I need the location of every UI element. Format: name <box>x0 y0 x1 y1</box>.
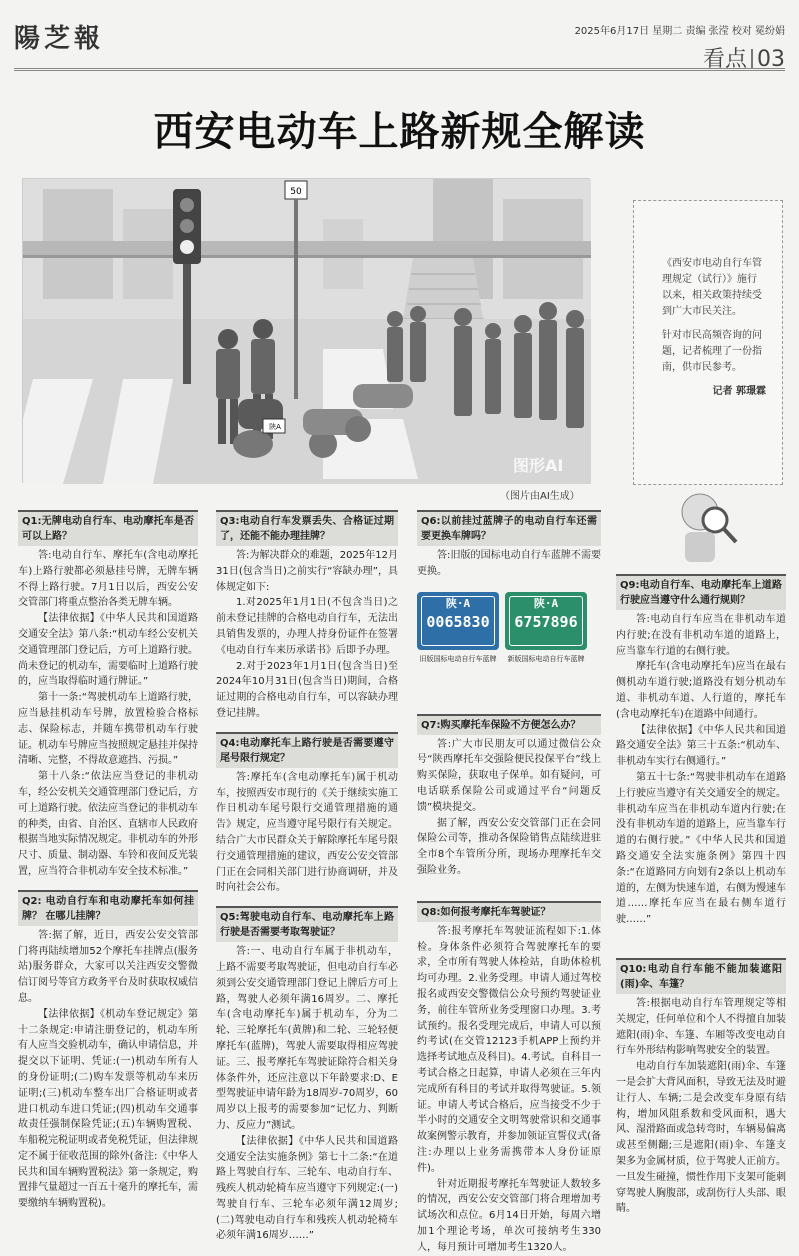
intro-box <box>633 200 783 485</box>
section-divider <box>751 49 753 69</box>
answer-paragraph: 答:为解决群众的难题，2025年12月31日(包含当日)之前实行“容缺办理”，具体规定如下: <box>216 550 398 593</box>
answer-paragraph: 1.对2025年1月1日(不包含当日)之前未登记挂牌的合格电动自行车，无法出具销售发票的，办理人持身份证件在签署《电动自行车来历承诺书》后即予办理。 <box>216 597 398 656</box>
answer-paragraph: 答:广大市民朋友可以通过微信公众号“陕西摩托车交强险便民投保平台”线上购买保险，获取电子保单。如有疑问，可电话联系保险公司或通过平台“问题反馈”模块提交。 <box>417 738 601 813</box>
law-basis-paragraph: 【法律依据】《中华人民共和国道路交通安全法实施条例》第七十二条:“在道路上驾驶自行车、三轮车、电动自行车、残疾人机动轮椅车应当遵守下列规定:(一)驾驶自行车、三轮车必须年满12周岁;(二)驾驶电动自行车和残疾人机动轮椅车必须年满16周岁……” <box>216 1135 398 1242</box>
intro-paragraph: 《西安市电动自行车管理规定（试行）》施行以来，相关政策持续受到广大市民关注。 <box>662 258 762 317</box>
question-heading: Q3:电动自行车发票丢失、合格证过期了，还能不能办理挂牌？ <box>216 510 398 546</box>
plate-captions <box>417 654 601 664</box>
answer-paragraph: 第十八条:“依法应当登记的非机动车，经公安机关交通管理部门登记后，方可上道路行驶。依法应当登记的非机动车的种类，由省、自治区、直辖市人民政府根据当地实际情况规定。非机动车的外形尺寸、质量、制动器、车铃和夜间反光装置，应当符合非机动车安全技术标准。” <box>18 771 198 877</box>
answer-paragraph: 答:电动自行车、摩托车(含电动摩托车)上路行驶都必须悬挂号牌，无牌车辆不得上路行驶。7月1日以后，西安公安交管部门将重点整治各类无牌车辆。 <box>18 550 198 609</box>
new-green-plate: 陕·A 6757896 <box>505 592 587 650</box>
answer-paragraph: 答:据了解，近日，西安公安交管部门将再陆续增加52个摩托车挂牌点(服务站)服务群众，大家可以关注西安交警微信订阅号等官方政务平台及时获取权威信息。 <box>18 929 198 1004</box>
answer-paragraph: 答:根据电动自行车管理规定等相关规定，任何单位和个人不得擅自加装遮阳(雨)伞、车篷、车厢等改变电动自行车外形结构影响驾驶安全的装置。 <box>616 997 786 1057</box>
answer-paragraph: 答:电动自行车应当在非机动车道内行驶;在没有非机动车道的道路上，应当靠车行道的右侧行驶。 <box>616 614 786 657</box>
answer-paragraph: 第十一条:“驾驶机动车上道路行驶，应当悬挂机动车号牌，放置检验合格标志、保险标志，并随车携带机动车行驶证。机动车号牌应当按照规定悬挂并保持清晰、完整，不得故意遮挡、污损。” <box>18 692 198 767</box>
question-heading: Q8:如何报考摩托车驾驶证？ <box>417 901 601 922</box>
section-name: 看点 <box>702 47 747 72</box>
old-plate-caption: 旧版国标电动自行车蓝牌 <box>419 654 497 663</box>
masthead <box>0 0 799 72</box>
page-headline: 西安电动车上路新规全解读 <box>153 109 646 155</box>
article-column-2 <box>216 510 398 1244</box>
law-basis-paragraph: 【法律依据】《机动车登记规定》第十二条规定:申请注册登记的，机动车所有人应当交验机动车，确认申请信息，并提交以下证明、凭证:(一)机动车所有人的身份证明;(二)购车发票等机动车来历证明;(三)机动车整车出厂合格证明或者进口机动车进口凭证;(四)机动车交通事故责任强制保险凭证;(五)车辆购置税、车船税完税证明或者免税凭证，但法律规定不属于征收范围的除外(备注:《中华人民共和国车辆购置税法》第一条规定，购置排气量超过一百五十毫升的摩托车，需要缴纳车辆购置税)。 <box>18 1008 198 1210</box>
answer-paragraph: 答:一、电动自行车属于非机动车，上路不需要考取驾驶证，但电动自行车必须到公安交通管理部门登记上牌后方可上路，驾驶人必须年满16周岁。二、摩托车(含电动摩托车)属于机动车，分为二轮、三轮摩托车(黄牌)和二轮、三轮轻便摩托车(蓝牌)，驾驶人需要取得相应驾驶证。三、报考摩托车驾驶证除符合相关身体条件外，还应注意以下年龄要求:D、E型驾驶证申请年龄为18周岁-70周岁，60周岁以上报考的需要参加“记忆力、判断力、反应力”测试。 <box>216 946 398 1131</box>
article-column-4 <box>616 574 786 1217</box>
image-caption: （图片由AI生成） <box>500 491 580 502</box>
question-heading: Q4:电动摩托车上路行驶是否需要遵守尾号限行规定？ <box>216 732 398 768</box>
scooter-plate: 陕A <box>269 423 281 431</box>
reporter-byline: 记者 郭璟霖 <box>712 386 766 397</box>
article-column-3 <box>417 510 601 1256</box>
speed-limit-sign: 50 <box>290 187 302 197</box>
answer-paragraph: 2.对于2023年1月1日(包含当日)至2024年10月31日(包含当日)期间，合格证过期的合格电动自行车，可以容缺办理登记挂牌。 <box>216 660 398 719</box>
new-plate-caption: 新版国标电动自行车蓝牌 <box>507 654 585 663</box>
answer-paragraph: 针对近期报考摩托车驾驶证人数较多的情况，西安公安交管部门将合理增加考试场次和点位。6月14日开始，每周六增加1个理论考场，单次可接纳考生330人，每月预计可增加考生1320人。 <box>417 1178 601 1253</box>
answer-paragraph: 据了解，西安公安交管部门正在会同保险公司等，推动各保险销售点陆续进驻全市8个车管所分所，现场办理摩托车交强险业务。 <box>417 817 601 876</box>
law-basis-paragraph: 【法律依据】《中华人民共和国道路交通安全法》第三十五条:“机动车、非机动车实行右侧通行。” <box>616 724 786 768</box>
newspaper-logo: 陽芝報 <box>14 24 105 54</box>
article-column-1 <box>18 510 198 1212</box>
question-heading: Q10:电动自行车能不能加装遮阳(雨)伞、车篷？ <box>616 958 786 994</box>
question-heading: Q2: 电动自行车和电动摩托车如何挂牌？ 在哪儿挂牌？ <box>18 890 198 926</box>
question-heading: Q7:购买摩托车保险不方便怎么办？ <box>417 714 601 735</box>
question-heading: Q6:以前挂过蓝牌子的电动自行车还需要更换车牌吗？ <box>417 510 601 546</box>
answer-paragraph: 答:旧版的国标电动自行车蓝牌不需要更换。 <box>417 550 601 577</box>
answer-paragraph: 第五十七条:“驾驶非机动车在道路上行驶应当遵守有关交通安全的规定。非机动车应当在非机动车道内行驶;在没有非机动车道的道路上，应当靠车行道的右侧行驶。”《中华人民共和国道路交通安全法实施条例》第四十四条:“在道路同方向划有2条以上机动车道的，左侧为快速车道，右侧为慢速车道……摩托车应当在最右侧车道行驶……” <box>616 771 786 926</box>
answer-paragraph: 答:摩托车(含电动摩托车)属于机动车，按照西安市现行的《关于继续实施工作日机动车尾号限行交通管理措施的通告》规定，应当遵守尾号限行有关规定。结合广大市民群众关于解除摩托车尾号限行交通管理措施的建议，西安公安交管部门正在会同相关部门进行协商调研，并及时向社会公布。 <box>216 771 398 894</box>
question-heading: Q9:电动自行车、电动摩托车上道路行驶应当遵守什么通行规则？ <box>616 574 786 610</box>
intro-paragraph: 针对市民高频咨询的问题，记者梳理了一份指南，供市民参考。 <box>662 330 762 373</box>
question-heading: Q1:无牌电动自行车、电动摩托车是否可以上路？ <box>18 510 198 546</box>
dateline: 2025年6月17日 星期二 责编 张滢 校对 冕纷娟 <box>574 26 785 37</box>
street-scene-graphic <box>23 179 591 484</box>
ai-watermark: 图形AI <box>513 456 564 475</box>
page-number: 03 <box>757 47 785 72</box>
old-blue-plate: 陕·A 0065830 <box>417 592 499 650</box>
masthead-rule <box>14 68 785 71</box>
answer-paragraph: 摩托车(含电动摩托车)应当在最右侧机动车道行驶;道路没有划分机动车道、非机动车道、人行道的，摩托车(含电动摩托车)在道路中间通行。 <box>616 661 786 720</box>
magnifier-figure-icon <box>640 490 770 570</box>
answer-paragraph: 答:报考摩托车驾驶证流程如下:1.体检。身体条件必须符合驾驶摩托车的要求，全市所有驾驶人体检站，自助体检机均可办理。2.业务受理。申请人通过驾校报名或西安交警微信公众号预约驾驶证业务，前往车管所业务受理窗口办理。3.考试预约。报名受理完成后，申请人可以预约考试(在交管12123手机APP上预约并选择考试地点及科目)。4.考试。自科目一考试合格之日起算，申请人必须在三年内完成所有科目的考试并取得驾驶证。5.领证。申请人考试合格后，应当接受不少于半小时的交通安全文明驾驶常识和交通事故案例警示教育，并参加领证宣誓仪式(备注:办理以上业务需携带本人身份证原件)。 <box>417 925 601 1174</box>
street-illustration <box>22 178 590 483</box>
answer-paragraph: 电动自行车加装遮阳(雨)伞、车篷一是会扩大背风面积，导致无法及时避让行人、车辆;二是会改变车身原有结构，增加风阻系数和受风面积，遇大风、湿滑路面或急转弯时，车辆易偏离或甚至侧翻;三是遮阳(雨)伞、车篷支架多为金属材质，位于驾驶人正前方。一旦发生碰撞，惯性作用下支架可能刺穿驾驶人胸腹部，或刮伤行人头部、眼睛。 <box>616 1061 786 1215</box>
license-plate-comparison <box>417 592 601 650</box>
question-heading: Q5:驾驶电动自行车、电动摩托车上路行驶是否需要考取驾驶证？ <box>216 906 398 942</box>
law-basis-paragraph: 【法律依据】《中华人民共和国道路交通安全法》第八条:“机动车经公安机关交通管理部门登记后，方可上道路行驶。尚未登记的机动车，需要临时上道路行驶的，应当取得临时通行牌证。” <box>18 613 198 688</box>
